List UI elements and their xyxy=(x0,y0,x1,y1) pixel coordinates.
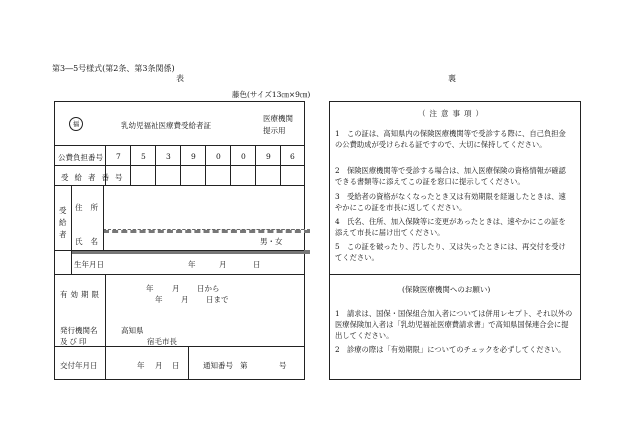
issuer-mayor: 宿毛市長 xyxy=(147,337,177,346)
dob-label: 生年月日 xyxy=(74,260,104,269)
front-card xyxy=(54,101,305,380)
validity-from-month: 月 xyxy=(172,284,180,293)
notice-number-suffix: 号 xyxy=(279,361,287,370)
issue-day: 日 xyxy=(172,361,180,370)
validity-from-day: 日から xyxy=(197,284,220,293)
provider-note-item: 1 請求は、国保・国保組合加入者については併用レセプト、それ以外の医療保険加入者は「乳幼児福祉医療費請求書」で高知県国保連合会に提出してください。 xyxy=(335,309,573,340)
gender-options: 男・女 xyxy=(260,237,283,246)
payer-number-label: 公費負担番号 xyxy=(58,153,103,162)
notice-number-label: 通知番号 xyxy=(203,361,233,370)
welfare-stamp-icon: 福 xyxy=(69,117,83,131)
validity-to-day: 日まで xyxy=(206,295,229,304)
notice-number-prefix: 第 xyxy=(240,361,248,370)
provider-heading: (保険医療機関へのお願い) xyxy=(402,285,491,294)
note-item: 3 受給者の資格がなくなったとき又は有効期限を経過したときは、速やかにこの証を市長に返してください。 xyxy=(335,192,566,212)
validity-label: 有効期限 xyxy=(60,290,102,299)
note-item: 1 この証は、高知県内の保険医療機関等で受診する際に、自己負担金の公費助成が受けられる証ですので、大切に保持してください。 xyxy=(335,129,566,149)
back-card xyxy=(329,101,581,380)
validity-to-month: 月 xyxy=(181,295,189,304)
issuer-prefecture: 高知県 xyxy=(121,326,144,335)
validity-from-year: 年 xyxy=(146,284,154,293)
payer-digit: 0 xyxy=(216,152,221,161)
issuer-label-1: 発行機関名 xyxy=(60,326,98,335)
note-item: 2 保険医療機関等で受診する場合は、加入医療保険の資格情報が確認できる書類等に添えてこの証を窓口に提示してください。 xyxy=(335,166,566,186)
issue-date-label: 交付年月日 xyxy=(60,361,98,370)
color-note: 藤色(サイズ13㎝×9㎝) xyxy=(232,90,311,99)
payer-digit: 7 xyxy=(116,152,121,161)
card-title: 乳幼児福祉医療費受給者証 xyxy=(121,121,211,130)
issue-month: 月 xyxy=(155,361,163,370)
recipient-number-label: 受給者番号 xyxy=(61,173,129,182)
form-number: 第3―5号様式(第2条、第3条関係) xyxy=(52,64,175,73)
provider-note-item: 2 診療の際は「有効期限」についてのチェックを必ずしてください。 xyxy=(335,345,566,354)
recipient-section-label: 受給者 xyxy=(59,206,67,239)
back-label: 裏 xyxy=(448,74,456,83)
payer-digit: 6 xyxy=(290,152,295,161)
payer-digit: 3 xyxy=(166,152,171,161)
front-label: 表 xyxy=(176,74,184,83)
provider-label-1: 医療機関 xyxy=(263,114,293,123)
dob-year: 年 xyxy=(188,260,196,269)
name-label: 氏名 xyxy=(75,237,106,246)
dob-day: 日 xyxy=(253,260,261,269)
payer-digit: 5 xyxy=(141,152,146,161)
provider-label-2: 提示用 xyxy=(263,126,286,135)
note-item: 4 氏名、住所、加入保険等に変更があったときは、速やかにこの証を添えて市長に届け出てください。 xyxy=(335,217,566,237)
note-item: 5 この証を破ったり、汚したり、又は失ったときには、再交付を受けてください。 xyxy=(335,242,566,262)
dob-month: 月 xyxy=(219,260,227,269)
payer-digit: 9 xyxy=(191,152,196,161)
issuer-label-2: 及び印 xyxy=(60,337,89,346)
issue-year: 年 xyxy=(137,361,145,370)
address-label: 住所 xyxy=(75,203,106,212)
validity-to-year: 年 xyxy=(155,295,163,304)
payer-digit: 0 xyxy=(241,152,246,161)
payer-digit: 9 xyxy=(266,152,271,161)
notes-heading: （注意事項） xyxy=(418,109,487,118)
